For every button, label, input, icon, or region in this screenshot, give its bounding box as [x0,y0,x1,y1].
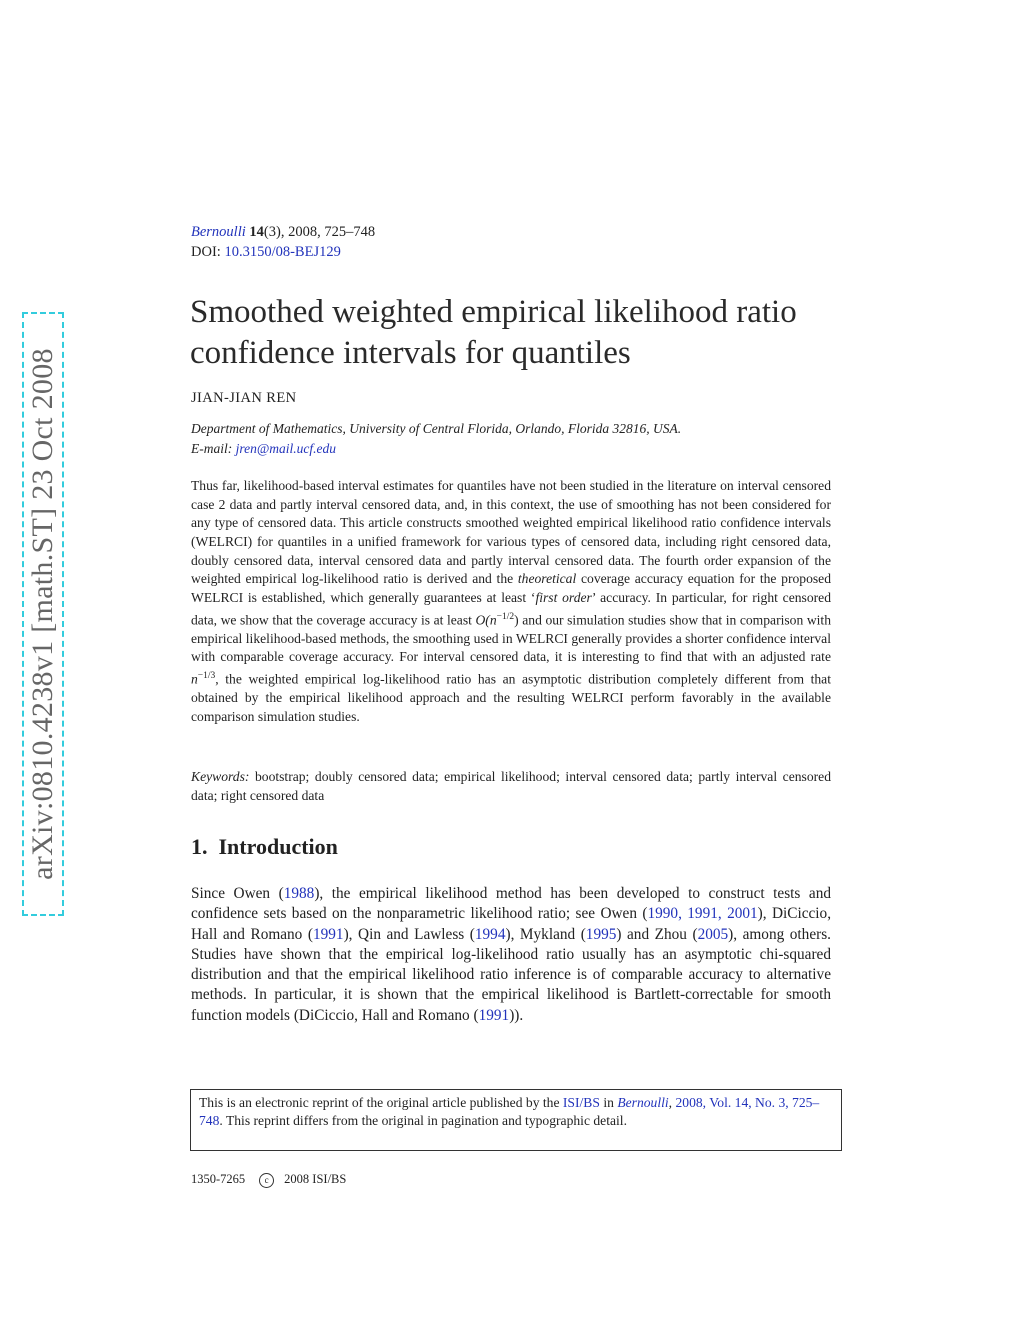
journal-header [191,222,375,262]
journal-issue: (3), 2008, 725–748 [263,224,376,240]
intro-text: ), DiCiccio, Hall and Romano ( [191,905,832,943]
intro-text: ), among others. Studies have shown that the empirical log-likelihood ratio usually has an asymptotic chi-squared distribution and that the empirical likelihood ratio inference is of comparable accuracy to alternative methods. In particular, it is shown that the empirical likelihood is Bartlett-correctable for smooth function models (DiCiccio, Hall and Romano ( [191,925,831,1024]
intro-text: ), the empirical likelihood method has been developed to construct tests and confidence sets based on the nonparametric likelihood ratio; see Owen ( [191,885,831,923]
reprint-volume-link[interactable]: 2008, Vol. 14, No. 3, 725–748 [199,1095,820,1128]
abstract-exponent: −1/3 [197,671,216,682]
abstract-emph: theoretical [517,571,577,587]
issn: 1350-7265 [191,1172,246,1186]
reprint-text: in [599,1095,618,1110]
author-name: JIAN-JIAN REN [191,390,297,406]
abstract-math: n [191,671,198,687]
copyright-line [191,1172,346,1188]
intro-text: ), Mykland ( [505,925,586,943]
arxiv-stamp[interactable] [22,312,64,916]
intro-text: Since Owen ( [191,885,284,902]
reprint-journal-link[interactable]: Bernoulli [617,1095,669,1110]
email-label: E-mail: [191,441,233,456]
isi-bs-link[interactable]: ISI/BS [562,1095,600,1110]
keywords-text: bootstrap; doubly censored data; empirical likelihood; interval censored data; partly interval censored data; right censored data [191,769,831,803]
citation-link[interactable]: 1991 [312,925,344,943]
intro-text: ), Qin and Lawless ( [343,925,475,943]
reprint-text: . This reprint differs from the original in pagination and typographic detail. [219,1113,627,1128]
arxiv-stamp-text: arXiv:0810.4238v1 [math.ST] 23 Oct 2008 [26,348,59,880]
email-link[interactable]: jren@mail.ucf.edu [235,441,337,456]
journal-volume: 14 [249,224,264,240]
paper-title: Smoothed weighted empirical likelihood ratio confidence intervals for quantiles [190,294,797,371]
abstract [191,477,831,727]
reprint-notice [190,1089,842,1151]
copyright-icon: c [259,1173,274,1188]
intro-text: )). [509,1006,524,1024]
abstract-emph: first order [535,589,592,605]
abstract-text: ) and our simulation studies show that in comparison with empirical likelihood-based methods, the smoothing used in WELRCI generally provides a shorter confidence interval with comparable coverage accuracy. For interval censored data, it is interesting to find that with an adjusted rate [191,612,832,665]
abstract-exponent: −1/2 [496,611,515,622]
intro-text: ) and Zhou ( [616,925,698,943]
doi-link[interactable]: 10.3150/08-BEJ129 [224,244,341,260]
affiliation-text: Department of Mathematics, University of Central Florida, Orlando, Florida 32816, USA. [191,421,682,436]
copyright-text: 2008 ISI/BS [284,1172,347,1186]
section-heading [191,834,338,860]
keywords-label: Keywords: [191,769,250,784]
section-number: 1. [191,834,208,859]
abstract-text: coverage accuracy equation for the proposed WELRCI is established, which generally guarantees at least ‘ [191,571,831,605]
citation-link[interactable]: 1991 [478,1006,510,1024]
citation-link[interactable]: 1990, 1991, 2001 [647,905,758,923]
keywords [191,767,831,805]
citation-link[interactable]: 1995 [585,925,617,943]
citation-link[interactable]: 1994 [474,925,506,943]
affiliation [191,419,681,459]
abstract-text: Thus far, likelihood-based interval estimates for quantiles have not been studied in the literature on interval censored case 2 data and partly interval censored data, and, in this context, the use of smoothing has not been considered for any type of censored data. This article constructs smoothed weighted empirical likelihood ratio confidence intervals (WELRCI) for quantiles in a unified framework for various types of censored data, including right censored data, doubly censored data, interval censored data and partly interval censored data. The fourth order expansion of the weighted empirical log-likelihood ratio is derived and the [191,478,831,587]
intro-paragraph [191,884,831,1026]
section-title: Introduction [218,834,338,859]
journal-name-link[interactable]: Bernoulli [191,224,246,240]
doi-label: DOI: [191,244,221,260]
citation-link[interactable]: 2005 [697,925,729,943]
abstract-math: O(n [475,612,497,628]
reprint-text: , [668,1095,676,1110]
citation-link[interactable]: 1988 [283,885,315,902]
abstract-text: , the weighted empirical log-likelihood ratio has an asymptotic distribution completely different from that obtained by the empirical likelihood approach and the resulting WELRCI perform favorably in the available comparison simulation studies. [191,671,831,724]
abstract-text: ’ accuracy. In particular, for right censored data, we show that the coverage accuracy is at least [191,589,831,628]
reprint-text: This is an electronic reprint of the original article published by the [199,1095,563,1110]
